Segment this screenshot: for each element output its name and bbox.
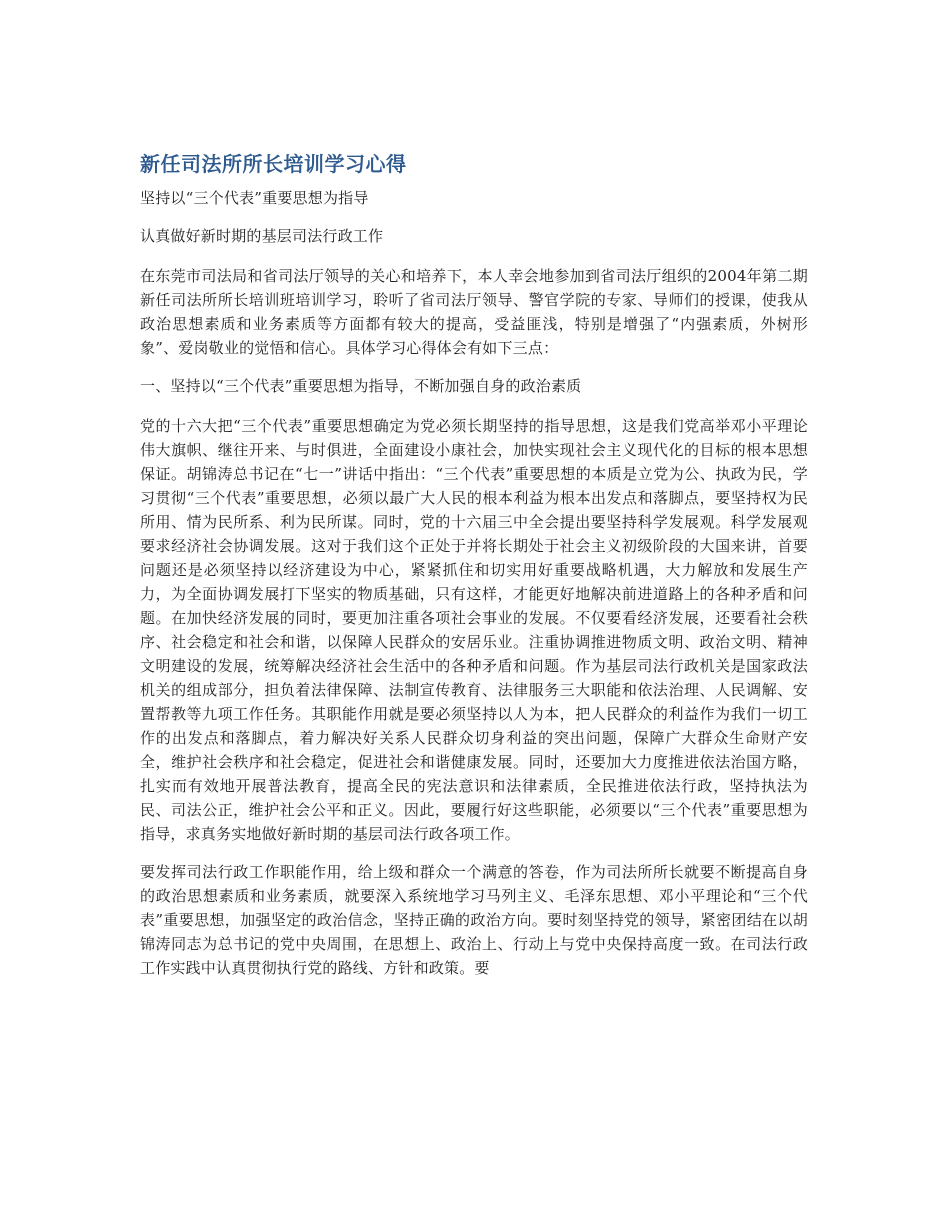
section-1-paragraph-2: 要发挥司法行政工作职能作用，给上级和群众一个满意的答卷，作为司法所所长就要不断提高自身的政治思想素质和业务素质，就要深入系统地学习马列主义、毛泽东思想、邓小平理论和“三个代表”重要思想，加强坚定的政治信念，坚持正确的政治方向。要时刻坚持党的领导，紧密团结在以胡锦涛同志为总书记的党中央周围，在思想上、政治上、行动上与党中央保持高度一致。在司法行政工作实践中认真贯彻执行党的路线、方针和政策。要	[140, 863, 808, 977]
subtitle-1: 坚持以“三个代表”重要思想为指导	[140, 189, 369, 207]
section-1-paragraph-1: 党的十六大把“三个代表”重要思想确定为党必须长期坚持的指导思想，这是我们党高举邓小平理论伟大旗帜、继往开来、与时俱进，全面建设小康社会，加快实现社会主义现代化的目标的根本思想保证。胡锦涛总书记在“七一”讲话中指出：“三个代表”重要思想的本质是立党为公、执政为民，学习贯彻“三个代表”重要思想，必须以最广大人民的根本利益为根本出发点和落脚点，要坚持权为民所用、情为民所系、利为民所谋。同时，党的十六届三中全会提出要坚持科学发展观。科学发展观要求经济社会协调发展。这对于我们这个正处于并将长期处于社会主义初级阶段的大国来讲，首要问题还是必须坚持以经济建设为中心，紧紧抓住和切实用好重要战略机遇，大力解放和发展生产力，为全面协调发展打下坚实的物质基础，只有这样，才能更好地解决前进道路上的各种矛盾和问题。在加快经济发展的同时，要更加注重各项社会事业的发展。不仅要看经济发展，还要看社会秩序、社会稳定和社会和谐，以保障人民群众的安居乐业。注重协调推进物质文明、政治文明、精神文明建设的发展，统筹解决经济社会生活中的各种矛盾和问题。作为基层司法行政机关是国家政法机关的组成部分，担负着法律保障、法制宣传教育、法律服务三大职能和依法治理、人民调解、安置帮教等九项工作任务。其职能作用就是要必须坚持以人为本，把人民群众的利益作为我们一切工作的出发点和落脚点，着力解决好关系人民群众切身利益的突出问题，保障广大群众生命财产安全，维护社会秩序和社会稳定，促进社会和谐健康发展。同时，还要加大力度推进依法治国方略，扎实而有效地开展普法教育，提高全民的宪法意识和法律素质，全民推进依法行政，坚持执法为民、司法公正，维护社会公平和正义。因此，要履行好这些职能，必须要以“三个代表”重要思想为指导，求真务实地做好新时期的基层司法行政各项工作。	[140, 417, 808, 843]
document-title: 新任司法所所长培训学习心得	[140, 152, 407, 176]
subtitle-2: 认真做好新时期的基层司法行政工作	[140, 227, 384, 245]
document-body	[140, 150, 808, 994]
intro-paragraph: 在东莞市司法局和省司法厅领导的关心和培养下，本人幸会地参加到省司法厅组织的2004年第二期新任司法所所长培训班培训学习，聆听了省司法厅领导、警官学院的专家、导师们的授课，使我从政治思想素质和业务素质等方面都有较大的提高，受益匪浅，特别是增强了“内强素质，外树形象”、爱岗敬业的觉悟和信心。具体学习心得体会有如下三点：	[140, 267, 808, 357]
section-1-heading: 一、坚持以“三个代表”重要思想为指导，不断加强自身的政治素质	[140, 377, 582, 395]
